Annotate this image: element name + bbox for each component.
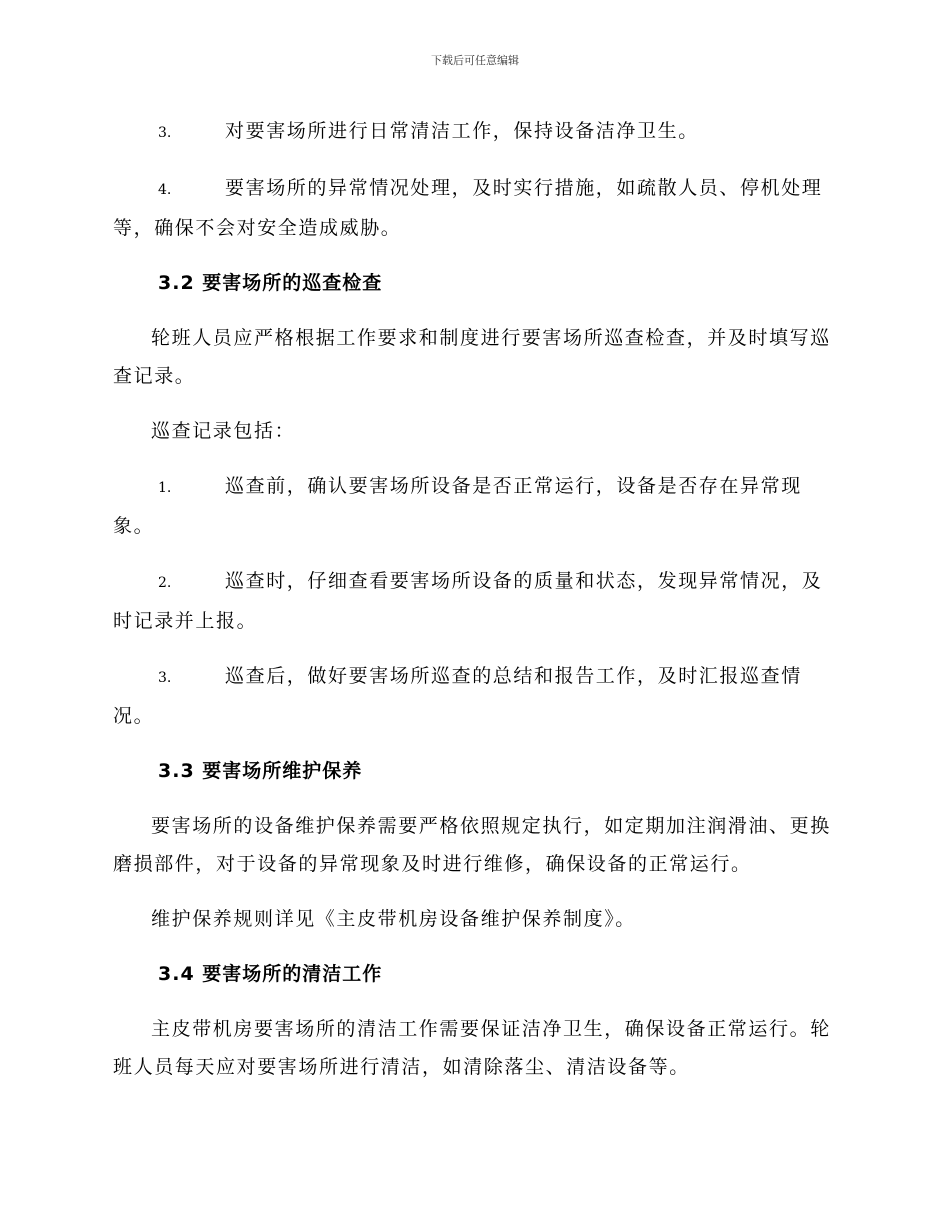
section-heading-3-4: 3.4 要害场所的清洁工作 (158, 963, 383, 985)
document-body (113, 112, 833, 1103)
paragraph: 要害场所的设备维护保养需要严格依照规定执行，如定期加注润滑油、更换磨损部件，对于设备的异常现象及时进行维修，确保设备的正常运行。 (113, 815, 831, 875)
paragraph: 主皮带机房要害场所的清洁工作需要保证洁净卫生，确保设备正常运行。轮班人员每天应对要害场所进行清洁，如清除落尘、清洁设备等。 (113, 1018, 831, 1078)
list-item (113, 467, 833, 545)
list-number: 3. (158, 125, 172, 141)
list-item (113, 562, 833, 640)
section-heading-3-2: 3.2 要害场所的巡查检查 (158, 272, 383, 294)
list-item (113, 112, 833, 152)
list-item (113, 169, 833, 247)
paragraph: 轮班人员应严格根据工作要求和制度进行要害场所巡查检查，并及时填写巡查记录。 (113, 327, 831, 387)
list-number: 1. (158, 480, 172, 496)
list-text: 对要害场所进行日常清洁工作，保持设备洁净卫生。 (225, 120, 699, 142)
list-text: 巡查前，确认要害场所设备是否正常运行，设备是否存在异常现象。 (113, 475, 802, 537)
list-number: 3. (158, 670, 172, 686)
list-text: 巡查后，做好要害场所巡查的总结和报告工作，及时汇报巡查情况。 (113, 665, 802, 727)
list-number: 2. (158, 575, 172, 591)
paragraph: 维护保养规则详见《主皮带机房设备维护保养制度》。 (151, 908, 636, 930)
list-text: 巡查时，仔细查看要害场所设备的质量和状态，发现异常情况，及时记录并上报。 (113, 570, 823, 632)
page-header: 下载后可任意编辑 (431, 54, 519, 67)
paragraph: 巡查记录包括： (151, 420, 296, 442)
list-text: 要害场所的异常情况处理，及时实行措施，如疏散人员、停机处理等，确保不会对安全造成威胁。 (113, 177, 823, 239)
list-item (113, 657, 833, 735)
list-number: 4. (158, 182, 172, 198)
section-heading-3-3: 3.3 要害场所维护保养 (158, 760, 363, 782)
